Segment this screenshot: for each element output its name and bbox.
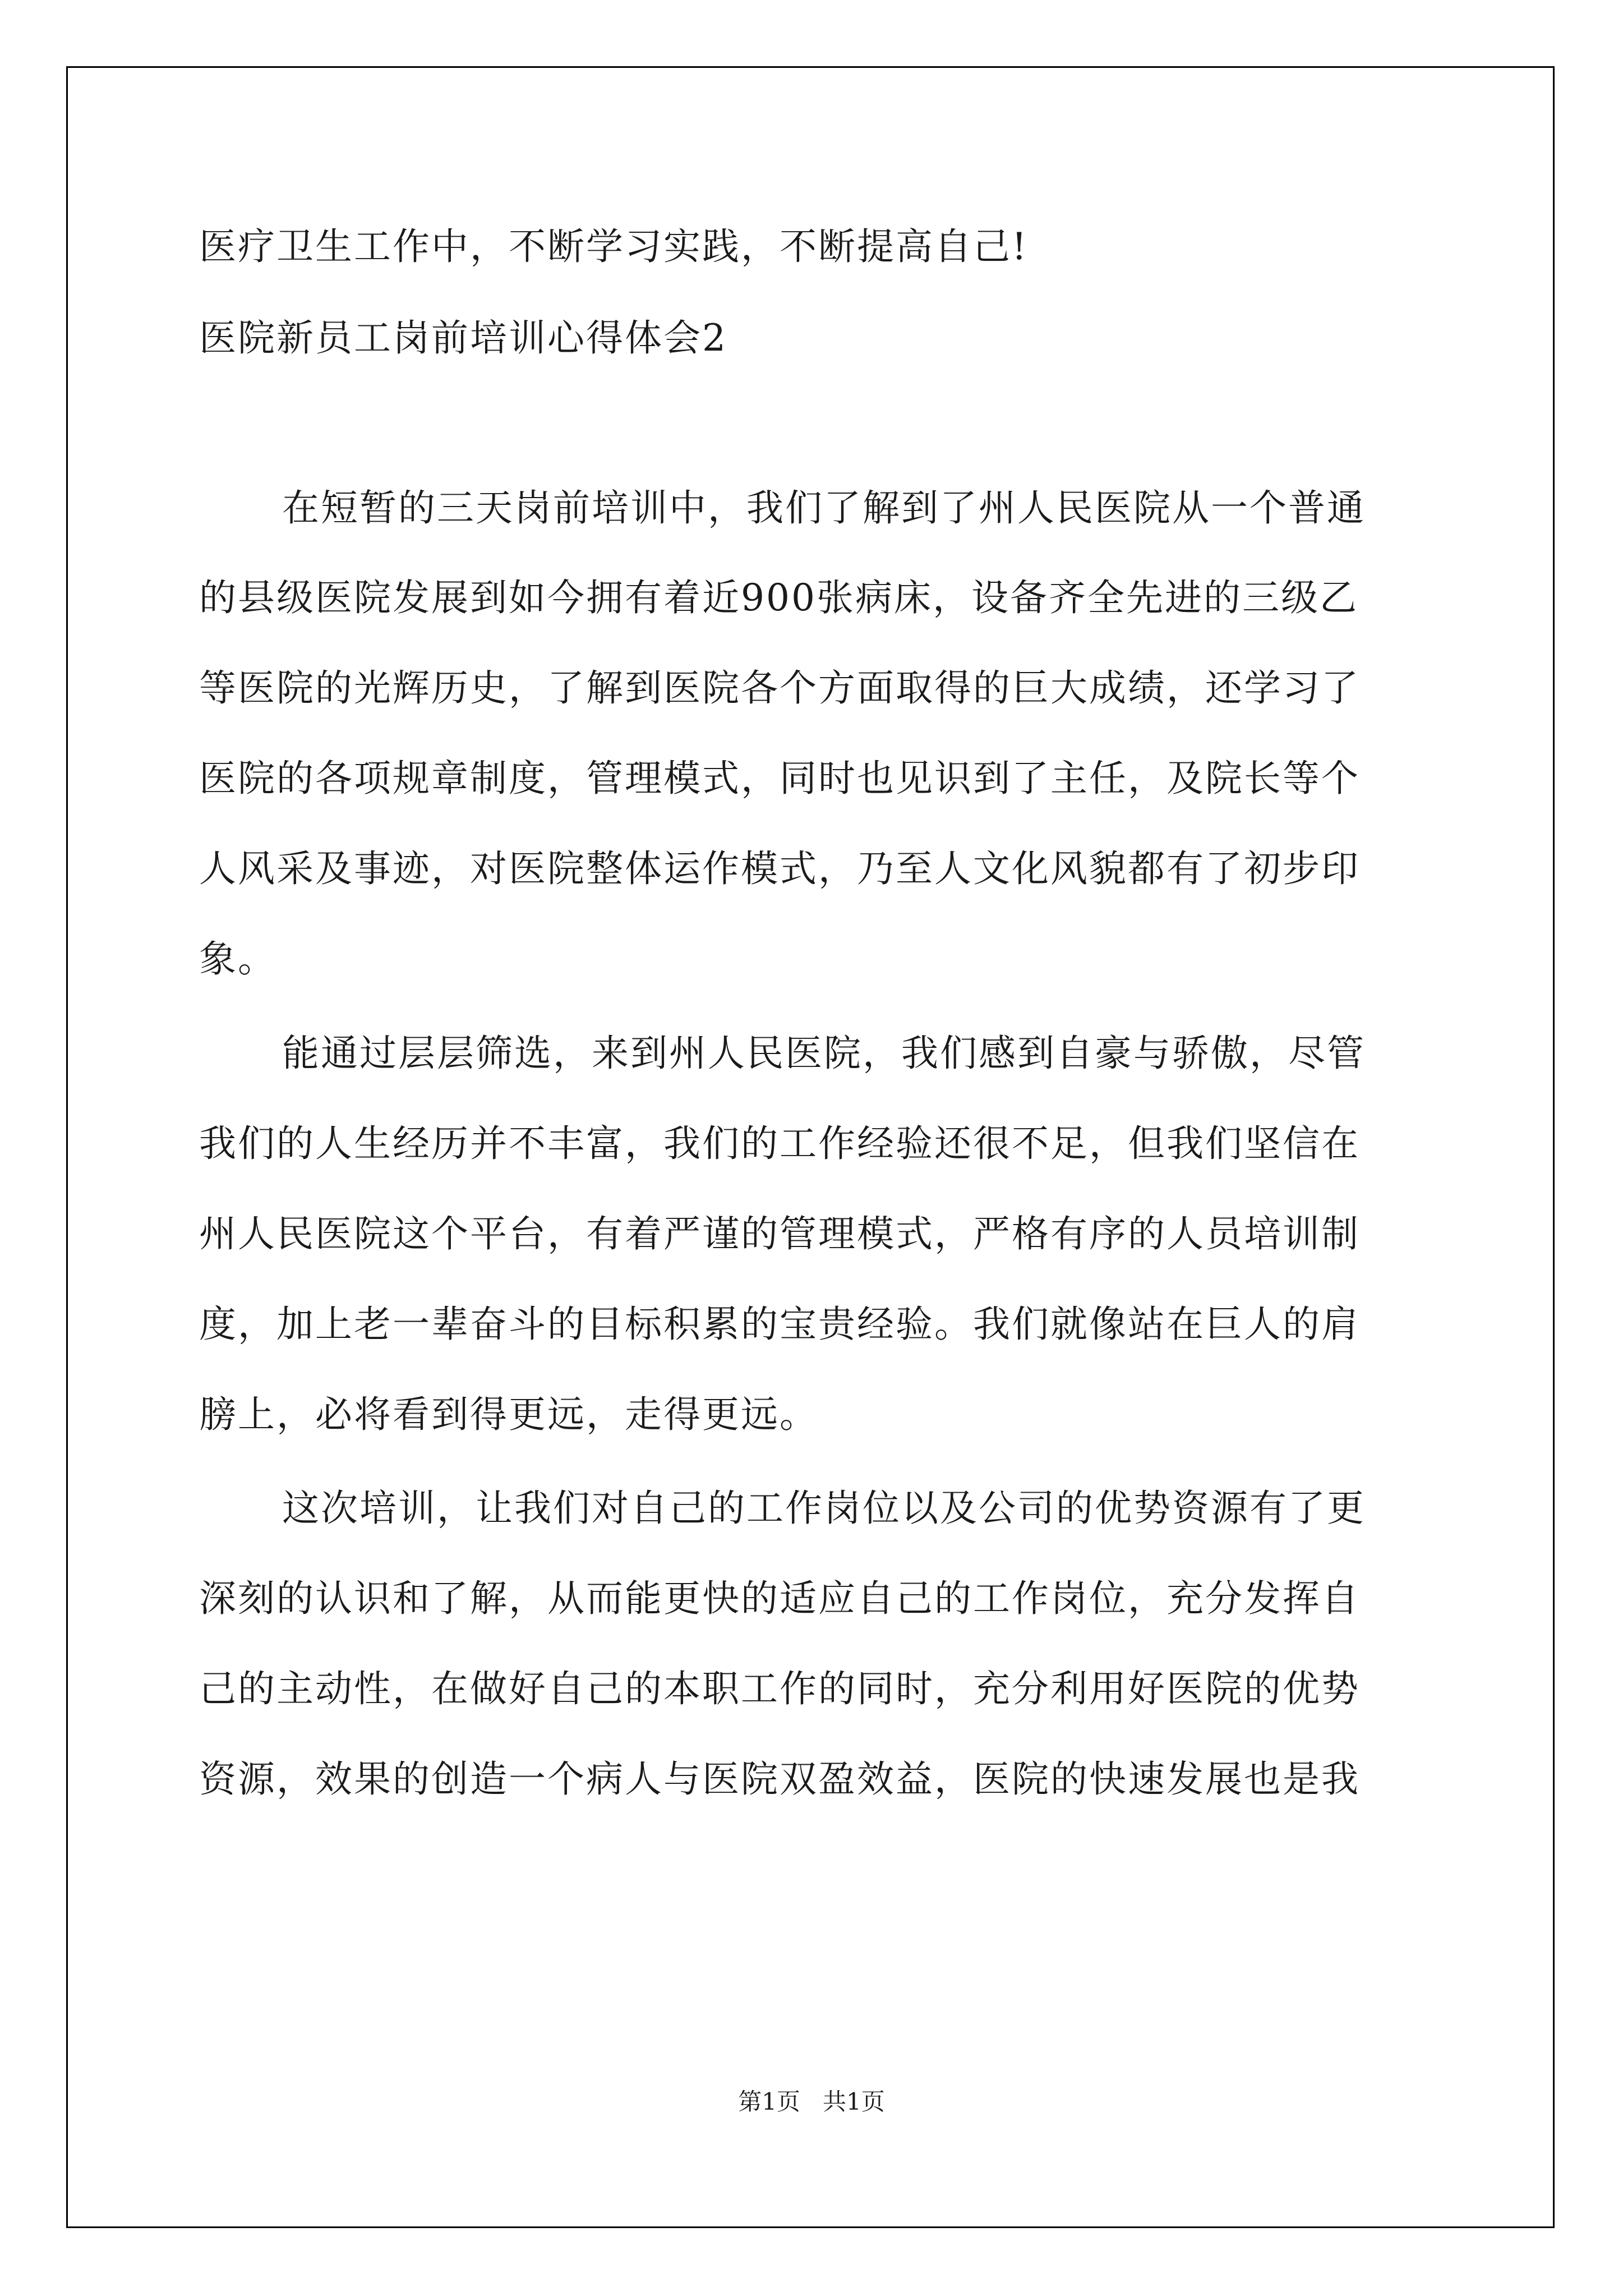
- text-line: 这次培训，让我们对自己的工作岗位以及公司的优势资源有了更: [282, 1487, 1366, 1530]
- text-line: 深刻的认识和了解，从而能更快的适应自己的工作岗位，充分发挥自: [199, 1577, 1360, 1620]
- text-line: 己的主动性，在做好自己的本职工作的同时，充分利用好医院的优势: [199, 1667, 1360, 1710]
- text-line: 医疗卫生工作中，不断学习实践，不断提高自己!: [199, 225, 1029, 268]
- text-line: 膀上，必将看到得更远，走得更远。: [199, 1393, 818, 1436]
- text-line: 能通过层层筛选，来到州人民医院，我们感到自豪与骄傲，尽管: [282, 1032, 1366, 1075]
- page-number-footer: 第1页 共1页: [738, 2088, 885, 2115]
- text-line: 我们的人生经历并不丰富，我们的工作经验还很不足，但我们坚信在: [199, 1122, 1360, 1165]
- text-line: 资源，效果的创造一个病人与医院双盈效益，医院的快速发展也是我: [199, 1757, 1360, 1801]
- text-line: 度，加上老一辈奋斗的目标积累的宝贵经验。我们就像站在巨人的肩: [199, 1303, 1360, 1346]
- text-line: 等医院的光辉历史，了解到医院各个方面取得的巨大成绩，还学习了: [199, 666, 1360, 710]
- text-line: 医院的各项规章制度，管理模式，同时也见识到了主任，及院长等个: [199, 757, 1360, 800]
- section-heading: 医院新员工岗前培训心得体会2: [199, 316, 727, 360]
- text-line: 人风采及事迹，对医院整体运作模式，乃至人文化风貌都有了初步印: [199, 847, 1360, 890]
- text-line: 的县级医院发展到如今拥有着近900张病床，设备齐全先进的三级乙: [199, 576, 1358, 619]
- text-line: 州人民医院这个平台，有着严谨的管理模式，严格有序的人员培训制: [199, 1212, 1360, 1255]
- text-line: 在短暂的三天岗前培训中，我们了解到了州人民医院从一个普通: [282, 486, 1366, 530]
- text-line: 象。: [199, 937, 276, 981]
